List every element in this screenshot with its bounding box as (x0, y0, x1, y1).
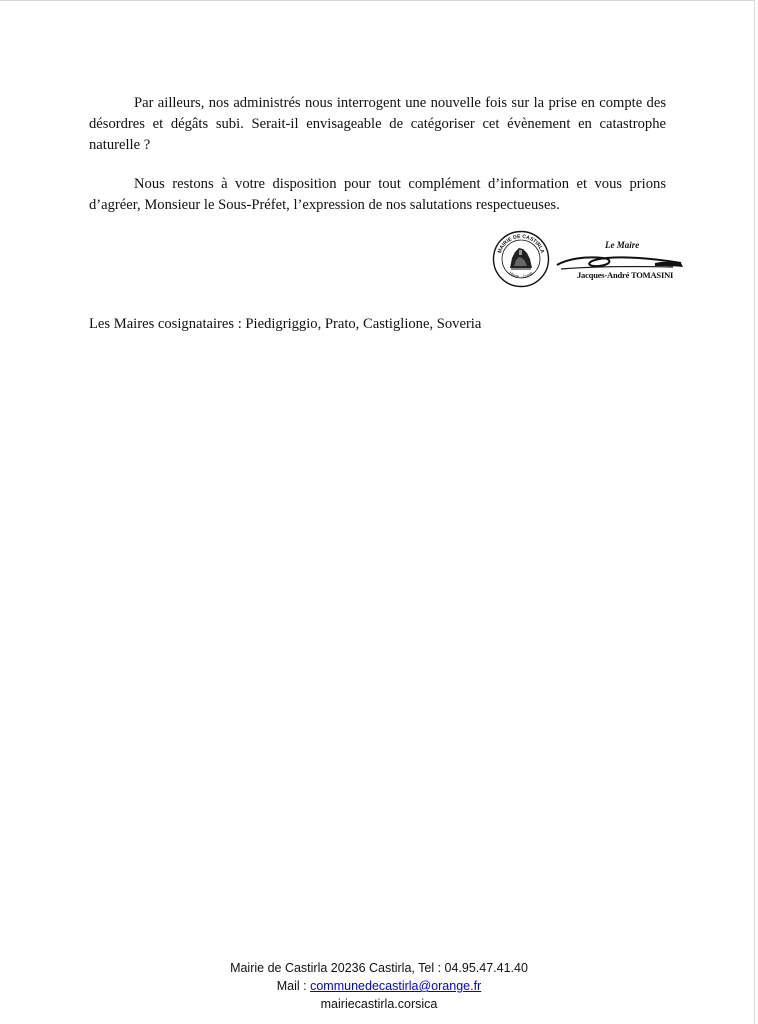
paragraph-closing-text: Nous restons à votre disposition pour tout complément d’information et vous prions d’agréer, Monsieur le Sous-Préfet, l’expression de nos salutations respectueuses. (89, 176, 666, 213)
letter-footer (0, 959, 758, 1013)
footer-mail-line (0, 977, 758, 995)
paragraph-inquiry (89, 93, 666, 156)
svg-text:MAIRIE DE CASTIRLA: MAIRIE DE CASTIRLA (496, 233, 546, 255)
paragraph-inquiry-text: Par ailleurs, nos administrés nous interrogent une nouvelle fois sur la prise en compte des désordres et dégâts subi. Serait-il envisageable de catégoriser cet évènement en catastrophe naturelle ? (89, 95, 666, 153)
footer-address: Mairie de Castirla 20236 Castirla, Tel : 04.95.47.41.40 (230, 961, 528, 975)
footer-email-link[interactable]: communedecastirla@orange.fr (310, 979, 482, 993)
signatory-title: Le Maire (605, 240, 640, 250)
paragraph-closing (89, 174, 666, 216)
footer-website: mairiecastirla.corsica (320, 997, 438, 1011)
cosignatories-line: Les Maires cosignataires : Piedigriggio, Prato, Castiglione, Soveria (89, 316, 482, 332)
svg-text:Haute - Corse: Haute - Corse (508, 270, 534, 280)
signatory-name: Jacques-André TOMASINI (577, 270, 674, 280)
mairie-stamp-icon (492, 230, 550, 288)
footer-mail-label: Mail : (276, 979, 311, 993)
